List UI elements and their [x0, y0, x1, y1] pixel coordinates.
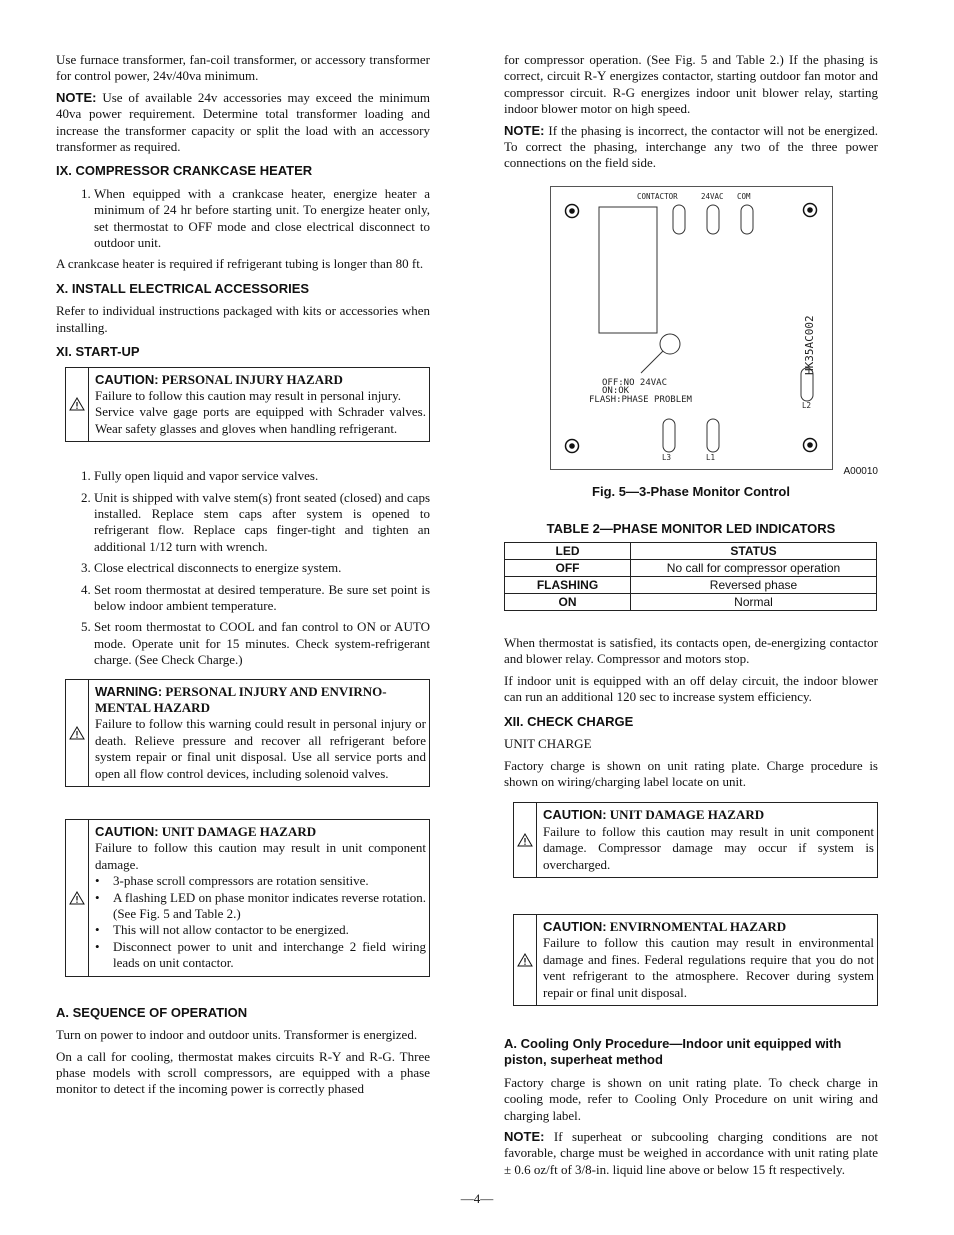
list-item: 2. Unit is shipped with valve stem(s) front seated (closed) and caps installed. Replace stem caps after system is opened to refrigerant flow. Replace caps finger-tight and tighten an additional 1/12 turn with wrench. — [94, 490, 430, 556]
paragraph: Refer to individual instructions packaged with kits or accessories when installing. — [56, 303, 430, 335]
note-text: If superheat or subcooling charging conditions are not favorable, charge must be weighed in accordance with unit rating plate ± 0.6 oz/ft of 3/8-in. liquid line above or below 15 ft respectively. — [504, 1129, 879, 1177]
label-l3: L3 — [662, 452, 672, 462]
mounting-hole-icon — [566, 204, 579, 217]
paragraph: Turn on power to indoor and outdoor units. Transformer is energized. — [56, 1027, 418, 1043]
paragraph: Factory charge is shown on unit rating plate. To check charge in cooling mode, refer to Cooling Only Procedure on unit wiring and charging label. — [504, 1074, 878, 1123]
part-number: HK35AC002 — [803, 315, 816, 375]
figure-id: A00010 — [843, 465, 878, 477]
warning-triangle-icon — [66, 368, 89, 442]
caution-box-unit-damage — [65, 819, 430, 977]
left-column — [56, 52, 430, 1103]
note-label: NOTE: — [56, 89, 97, 105]
table-header-led: LED — [505, 543, 631, 560]
table-header-row — [505, 543, 877, 560]
led-legend-line3: FLASH:PHASE PROBLEM — [589, 394, 692, 405]
note-paragraph — [504, 123, 878, 172]
phase-monitor-board-drawing — [551, 187, 832, 469]
caution-heading: CAUTION: ENVIRNOMENTAL HAZARD — [543, 918, 787, 934]
paragraph: When thermostat is satisfied, its contacts open, de-energizing contactor and blower relay. Compressor and motors stop. — [504, 635, 878, 667]
table-cell: Normal — [631, 594, 877, 611]
caution-text: Service valve gage ports are equipped with Schrader valves. Wear safety glasses and gloves when handling refrigerant. — [95, 404, 426, 436]
label-l2: L2 — [802, 400, 812, 410]
terminal-l3 — [663, 419, 675, 452]
table-row — [505, 594, 877, 611]
terminal-contactor — [673, 205, 685, 234]
table-row — [505, 560, 877, 577]
table-cell: OFF — [505, 560, 631, 577]
table-cell: No call for compressor operation — [631, 560, 877, 577]
led-legend-line2: ON:OK — [602, 385, 630, 396]
warning-triangle-icon — [66, 820, 89, 976]
startup-steps — [56, 468, 430, 668]
note-text: Use of available 24v accessories may exceed the minimum 40va power requirement. Determine total transformer loading and increase the transformer capacity or split the load with an accessory transformer as required. — [56, 89, 430, 155]
label-l1: L1 — [706, 452, 716, 462]
caution-bullets — [95, 873, 426, 971]
note-label: NOTE: — [504, 122, 545, 138]
caution-box-unit-damage — [513, 802, 878, 878]
paragraph: If indoor unit is equipped with an off delay circuit, the indoor blower can run an additional 120 sec to increase system efficiency. — [504, 672, 878, 705]
caution-box-environmental — [513, 914, 878, 1006]
list-item: 1. Fully open liquid and vapor service valves. — [94, 468, 430, 484]
terminal-l1 — [707, 419, 719, 452]
section-heading-cooling-only: A. Cooling Only Procedure—Indoor unit equipped with piston, superheat method — [504, 1035, 842, 1068]
led-indicator-table — [504, 542, 877, 611]
table-header-status: STATUS — [631, 543, 877, 560]
paragraph: Use furnace transformer, fan-coil transformer, or accessory transformer for control power, 24v/40va minimum. — [56, 52, 430, 84]
section-heading-xii: XII. CHECK CHARGE — [504, 713, 634, 729]
mounting-hole-icon — [804, 203, 817, 216]
warning-heading: WARNING: PERSONAL INJURY AND ENVIRNO-MENTAL HAZARD — [95, 683, 387, 715]
section-heading-sequence: A. SEQUENCE OF OPERATION — [56, 1004, 248, 1020]
terminal-com — [741, 205, 753, 234]
note-paragraph — [56, 90, 430, 156]
bullet-item: • Disconnect power to unit and interchange 2 field wiring leads on unit contactor. — [95, 939, 426, 972]
label-com: COM — [737, 191, 751, 201]
caution-heading: CAUTION: UNIT DAMAGE HAZARD — [95, 824, 317, 840]
bullet-item: • This will not allow contactor to be energized. — [95, 922, 426, 938]
table-cell: Reversed phase — [631, 577, 877, 594]
warning-triangle-icon — [66, 680, 89, 786]
led-leader-line — [641, 351, 663, 373]
terminal-24vac — [707, 205, 719, 234]
label-24vac: 24VAC — [701, 191, 724, 201]
section-heading-ix: IX. COMPRESSOR CRANKCASE HEATER — [56, 163, 313, 179]
paragraph: A crankcase heater is required if refrigerant tubing is longer than 80 ft. — [56, 256, 424, 272]
table-cell: FLASHING — [505, 577, 631, 594]
caution-heading: CAUTION: UNIT DAMAGE HAZARD — [543, 807, 765, 823]
list-item: 5. Set room thermostat to COOL and fan control to ON or AUTO mode. Operate unit for 15 minutes. Check system-refrigerant charge. (See Check Charge.) — [94, 619, 430, 668]
caution-text: Failure to follow this caution may result in environmental damage and fines. Federal regulations require that you do not vent refrigerant to the atmosphere. Recover during system repair or final unit disposal. — [543, 935, 874, 1000]
paragraph: Factory charge is shown on unit rating plate. Charge procedure is shown on wiring/charging label locate on unit. — [504, 757, 878, 789]
caution-text: Failure to follow this caution may result in unit component damage. Compressor damage may occur if system is overcharged. — [543, 823, 874, 872]
mounting-hole-icon — [566, 439, 579, 452]
label-contactor: CONTACTOR — [637, 191, 678, 201]
section-heading-x: X. INSTALL ELECTRICAL ACCESSORIES — [56, 280, 310, 296]
table-row — [505, 577, 877, 594]
bullet-item: • 3-phase scroll compressors are rotation sensitive. — [95, 873, 426, 889]
table-caption: TABLE 2—PHASE MONITOR LED INDICATORS — [546, 520, 836, 536]
warning-text: Failure to follow this warning could result in personal injury or death. Relieve pressure and recover all refrigerant before system repair or final unit disposal. Use all service ports and open all flow control devices, including solenoid valves. — [95, 716, 426, 781]
warning-box-personal-injury-environmental — [65, 679, 430, 787]
right-column — [504, 52, 878, 1183]
caution-text: Failure to follow this caution may result in personal injury. — [95, 387, 402, 403]
caution-text: Failure to follow this caution may result in unit component damage. — [95, 840, 426, 872]
table-cell: ON — [505, 594, 631, 611]
led-legend-line1: OFF:NO 24VAC — [602, 377, 668, 388]
caution-heading: CAUTION: PERSONAL INJURY HAZARD — [95, 371, 343, 387]
note-label: NOTE: — [504, 1129, 545, 1144]
paragraph: On a call for cooling, thermostat makes circuits R-Y and R-G. Three phase models with scroll compressors, are equipped with a phase monitor to detect if the incoming power is correctly phased — [56, 1048, 430, 1097]
bullet-item: • A flashing LED on phase monitor indicates reverse rotation. (See Fig. 5 and Table 2.) — [95, 890, 426, 923]
warning-triangle-icon — [514, 803, 537, 877]
figure-caption: Fig. 5—3-Phase Monitor Control — [592, 484, 790, 500]
crankcase-list — [56, 186, 430, 252]
caution-box-personal-injury — [65, 367, 430, 443]
list-item: 4. Set room thermostat at desired temperature. Be sure set point is below indoor ambient temperature. — [94, 582, 430, 615]
note-paragraph — [504, 1129, 878, 1178]
list-item: 3. Close electrical disconnects to energize system. — [94, 560, 430, 576]
mounting-hole-icon — [804, 438, 817, 451]
section-heading-xi: XI. START-UP — [56, 344, 140, 360]
subheading-unit-charge: UNIT CHARGE — [504, 736, 592, 752]
warning-triangle-icon — [514, 915, 537, 1005]
list-item: 1. When equipped with a crankcase heater, energize heater a minimum of 24 hr before starting unit. To energize heater only, set thermostat to OFF mode and close electrical disconnect to outdoor unit. — [94, 186, 430, 252]
relay-component — [599, 207, 657, 333]
page-number: —4— — [460, 1191, 494, 1206]
phase-monitor-figure — [550, 186, 833, 470]
paragraph: for compressor operation. (See Fig. 5 and Table 2.) If the phasing is correct, circuit R-Y energizes contactor, starting outdoor fan motor and compressor circuit. R-G energizes indoor unit blower relay, starting indoor blower motor on high speed. — [504, 52, 878, 117]
note-text: If the phasing is incorrect, the contactor will not be energized. To correct the phasing, interchange any two of the three power connections on the field side. — [504, 122, 879, 171]
